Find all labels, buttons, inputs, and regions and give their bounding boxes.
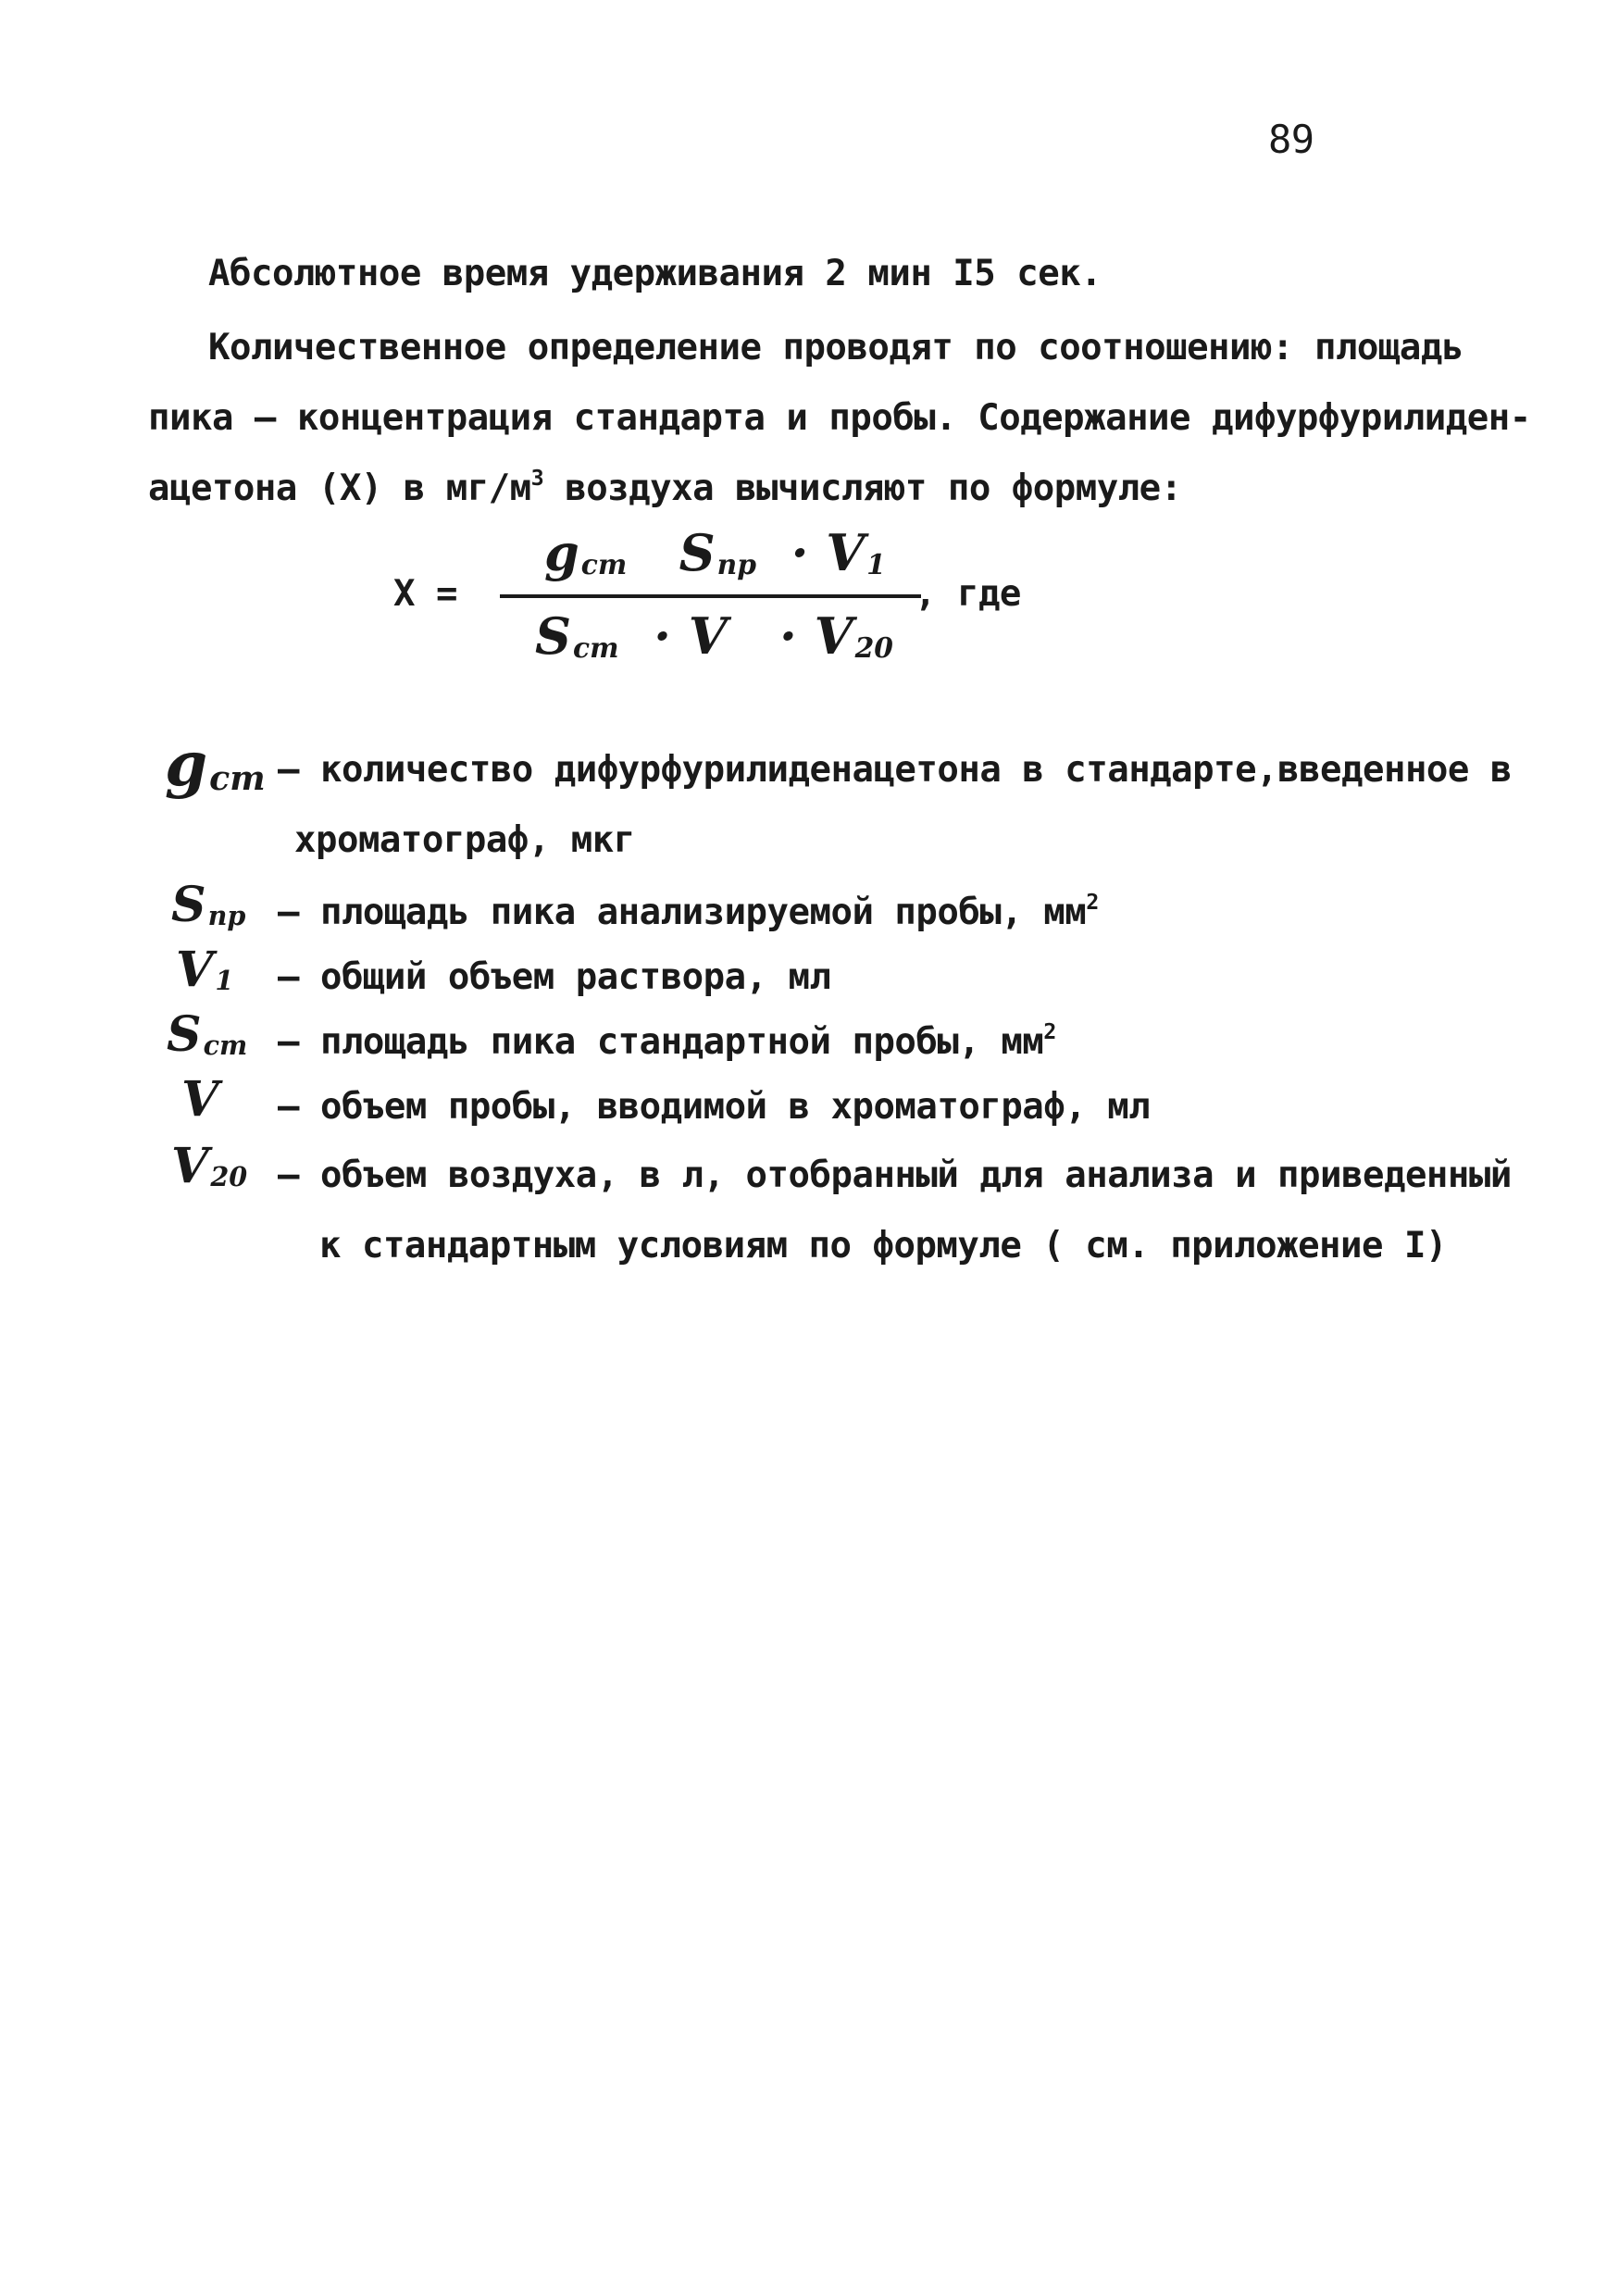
def-text-v20: – объем воздуха, в л, отобранный для анализа и приведенный [278, 1154, 1512, 1196]
def-symbol-s-st: Sст [167, 1006, 248, 1063]
retention-time-line: Абсолютное время удерживания 2 мин I5 сек. [208, 253, 1102, 294]
def-symbol-v: V [181, 1071, 219, 1128]
def-symbol-v1: V1 [176, 942, 234, 998]
formula-denominator: Sст · V · V20 [535, 606, 893, 666]
v1-symbol: V1 [826, 523, 886, 582]
formula-lhs: X = [393, 573, 457, 615]
def-text-s-st: – площадь пика стандартной пробы, $мм^2$ [278, 1017, 1056, 1063]
v20-symbol: V20 [814, 606, 893, 666]
def-continuation-v20: к стандартным условиям по формуле ( см. приложение I) [319, 1225, 1447, 1267]
def-text-s-pr: – площадь пика анализируемой пробы, $мм^2$ [278, 888, 1099, 933]
fraction-bar [500, 594, 921, 598]
def-text-v1: – общий объем раствора, мл [278, 956, 831, 998]
def-continuation-g-st: хроматограф, мкг [294, 819, 635, 861]
def-text-v: – объем пробы, вводимой в хроматограф, мл [278, 1086, 1151, 1128]
paragraph-line-2: пика – концентрация стандарта и пробы. Содержание дифурфурилиден- [148, 397, 1531, 439]
s-pr-symbol: Sпр [679, 523, 757, 582]
page-number: 89 [1268, 117, 1314, 162]
def-text-g-st: – количество дифурфурилиденацетона в стандарте,введенное в [278, 749, 1512, 791]
formula-trailing: , где [915, 573, 1021, 615]
g-st-symbol: gст [544, 523, 628, 582]
def-symbol-s-pr: Sпр [171, 877, 246, 933]
def-symbol-g-st: gст [165, 728, 266, 800]
s-st-symbol: Sст [535, 606, 619, 666]
def-symbol-v20: V20 [171, 1138, 248, 1194]
v-symbol: V [688, 606, 728, 666]
paragraph-line-1: Количественное определение проводят по соотношению: площадь [208, 327, 1463, 368]
paragraph-line-3: ацетона (X) в $мг/м^3$ воздуха вычисляют по формуле: [148, 464, 1182, 509]
formula-numerator: gст Sпр · V1 [544, 523, 886, 582]
